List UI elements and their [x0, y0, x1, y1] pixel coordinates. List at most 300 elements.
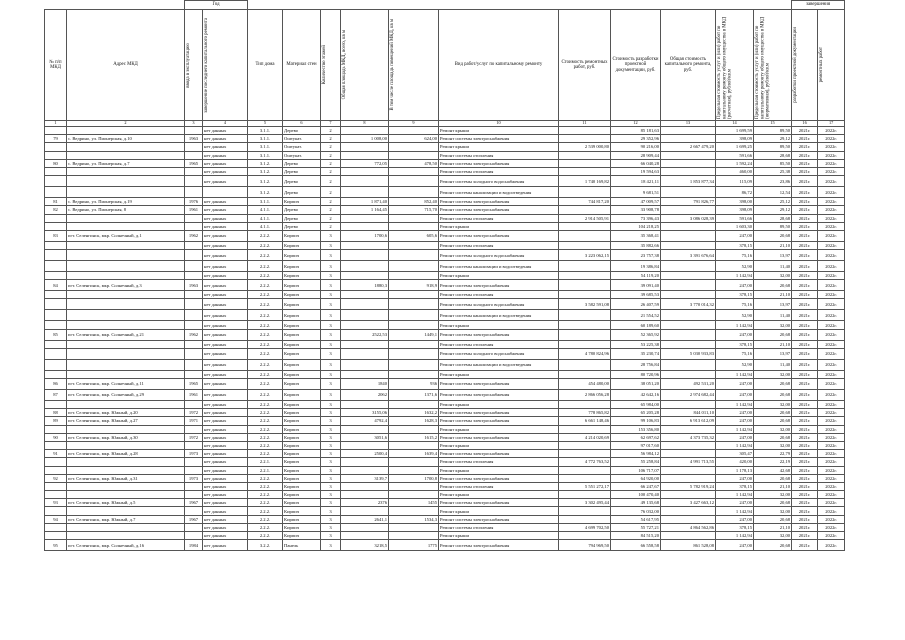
column-header: Предельная стоимость услуг и (или) работ по капитальному ремонту общего имущества в МКД (нормативная), рублей/кв.м	[754, 10, 792, 121]
table-cell	[185, 458, 203, 466]
table-cell: Ремонт системы канализации и водоотведения	[439, 359, 559, 370]
table-cell: 3155,06	[341, 409, 389, 417]
table-cell: 3	[321, 230, 341, 241]
column-number: 5	[248, 121, 283, 127]
table-cell	[67, 214, 185, 222]
table-cell: 4.1.1.	[248, 222, 283, 230]
table-cell: 3	[321, 340, 341, 348]
table-cell: 2021г.	[792, 417, 818, 425]
table-cell: 4 699 702,50	[559, 523, 611, 531]
table-cell: 1961	[185, 206, 203, 214]
table-cell: 3	[321, 515, 341, 523]
table-cell: 2.2.2.	[248, 261, 283, 272]
table-cell: 2022г.	[818, 474, 845, 482]
table-cell: 20,68	[754, 379, 792, 390]
column-number: 11	[559, 121, 611, 127]
table-cell	[185, 425, 203, 433]
table-cell: 2021г.	[792, 198, 818, 206]
column-number: 12	[611, 121, 661, 127]
table-cell	[45, 340, 67, 348]
table-cell: 2022г.	[818, 417, 845, 425]
table-cell: нет данных	[203, 491, 248, 499]
table-cell: 83	[45, 230, 67, 241]
table-cell: Ремонт крыши	[439, 222, 559, 230]
table-cell: 3	[321, 491, 341, 499]
table-cell	[389, 261, 439, 272]
table-cell	[341, 458, 389, 466]
table-cell: Ремонт крыши	[439, 491, 559, 499]
table-cell: с. Ведрино, ул. Пионерская, 8	[67, 206, 185, 214]
table-cell: 2021г.	[792, 222, 818, 230]
table-cell: 26 407,59	[611, 299, 661, 310]
table-cell: 82	[45, 206, 67, 214]
table-cell: 3	[321, 507, 341, 515]
table-cell: 247,00	[716, 379, 754, 390]
table-cell: 1 142,94	[716, 532, 754, 540]
table-cell: 5 030 933,83	[661, 348, 716, 359]
table-cell: 1 740 169,82	[559, 176, 611, 187]
table-cell: Кирпич	[283, 491, 321, 499]
table-cell: 3	[321, 441, 341, 449]
table-cell: Ремонт системы электроснабжения	[439, 135, 559, 143]
table-cell: 4 864 562,86	[661, 523, 716, 531]
table-cell	[661, 441, 716, 449]
table-cell: 3	[321, 291, 341, 299]
table-cell: нет данных	[203, 206, 248, 214]
table-cell: Ремонт крыши	[439, 532, 559, 540]
table-cell	[559, 280, 611, 291]
table-cell: 605,6	[389, 230, 439, 241]
table-cell	[661, 127, 716, 135]
table-cell: Кирпич	[283, 321, 321, 329]
table-cell: 1639,4	[389, 450, 439, 458]
table-cell: Ремонт системы электроснабжения	[439, 390, 559, 401]
table-cell: Кирпич	[283, 409, 321, 417]
table-cell: 2021г.	[792, 329, 818, 340]
table-cell: 2021г.	[792, 466, 818, 474]
table-row	[45, 176, 845, 187]
table-cell: 84	[45, 280, 67, 291]
table-cell: 247,00	[716, 409, 754, 417]
table-cell: 1 164,45	[341, 206, 389, 214]
table-cell	[67, 466, 185, 474]
table-cell	[341, 401, 389, 409]
table-cell: 1700,8	[389, 474, 439, 482]
table-cell: 3 391 676,64	[661, 250, 716, 261]
table-cell: Кирпич	[283, 425, 321, 433]
table-cell: нет данных	[203, 425, 248, 433]
table-cell: 3.1.2.	[248, 167, 283, 175]
table-row	[45, 291, 845, 299]
table-cell	[559, 310, 611, 321]
column-header: В том числе площадь помещений МКД, кв м	[389, 10, 439, 121]
table-cell: 64 920,00	[611, 474, 661, 482]
table-cell: 91	[45, 450, 67, 458]
table-cell: Кирпич	[283, 441, 321, 449]
table-row	[45, 370, 845, 378]
table-cell: 492 531,20	[661, 379, 716, 390]
table-cell	[67, 167, 185, 175]
table-cell: 65 984,00	[611, 401, 661, 409]
table-cell: Оштукат.	[283, 135, 321, 143]
table-cell: 2.2.2.	[248, 329, 283, 340]
table-cell: 2022г.	[818, 499, 845, 507]
table-cell: 2	[321, 143, 341, 151]
table-cell: 20,68	[754, 515, 792, 523]
table-cell: 21,10	[754, 241, 792, 249]
table-cell: Ремонт системы электроснабжения	[439, 409, 559, 417]
table-cell: Ремонт системы электроснабжения	[439, 433, 559, 441]
register-sheet	[44, 0, 844, 551]
table-cell: пгт. Селенгинск, мкр. Солнечный, д.29	[67, 390, 185, 401]
table-cell: 936	[389, 379, 439, 390]
table-cell: 55 258,84	[611, 458, 661, 466]
table-cell: 791 826,77	[661, 198, 716, 206]
table-cell	[45, 348, 67, 359]
table-cell: 1984	[185, 540, 203, 551]
table-cell	[341, 523, 389, 531]
table-cell: Кирпич	[283, 348, 321, 359]
table-cell: 89	[45, 417, 67, 425]
table-cell: Ремонт системы отопления	[439, 241, 559, 249]
table-cell: 398,09	[716, 206, 754, 214]
table-cell: 2021г.	[792, 272, 818, 280]
table-cell	[185, 272, 203, 280]
table-cell: 305,47	[716, 450, 754, 458]
table-cell: 3.1.1.	[248, 127, 283, 135]
column-number: 10	[439, 121, 559, 127]
table-cell: 4 373 735,32	[661, 433, 716, 441]
table-cell: 104 218,25	[611, 222, 661, 230]
table-cell	[67, 441, 185, 449]
table-cell: 378,15	[716, 241, 754, 249]
table-cell: пгт. Селенгинск, мкр. Солнечный, д.16	[67, 540, 185, 551]
table-cell: Ремонт системы электроснабжения	[439, 450, 559, 458]
table-cell: нет данных	[203, 198, 248, 206]
table-cell: 1632,2	[389, 409, 439, 417]
table-cell: 3.1.2.	[248, 176, 283, 187]
table-cell	[559, 261, 611, 272]
table-cell: Ремонт крыши	[439, 321, 559, 329]
table-cell	[185, 241, 203, 249]
table-cell: 2 974 682,44	[661, 390, 716, 401]
table-cell: 3	[321, 321, 341, 329]
table-cell: 90 216,00	[611, 143, 661, 151]
table-cell: 3	[321, 379, 341, 390]
table-cell: 1961	[185, 390, 203, 401]
table-cell	[559, 127, 611, 135]
table-cell: нет данных	[203, 321, 248, 329]
table-cell: 2022г.	[818, 359, 845, 370]
table-cell	[389, 143, 439, 151]
column-header-row	[45, 10, 845, 121]
table-cell: 2021г.	[792, 433, 818, 441]
table-cell	[67, 491, 185, 499]
table-cell	[67, 127, 185, 135]
table-cell: 1 142,94	[716, 272, 754, 280]
table-cell	[389, 340, 439, 348]
table-cell: 1965	[185, 379, 203, 390]
table-cell: с. Ведрино, ул. Пионерская, д.19	[67, 198, 185, 206]
table-cell: нет данных	[203, 409, 248, 417]
table-cell	[185, 187, 203, 198]
table-cell	[661, 515, 716, 523]
table-cell: 21,10	[754, 291, 792, 299]
table-cell: 28,68	[754, 151, 792, 159]
table-cell	[185, 491, 203, 499]
table-cell: 3	[321, 540, 341, 551]
table-cell: нет данных	[203, 348, 248, 359]
year-group-header: Год	[185, 1, 248, 10]
table-cell: 3	[321, 532, 341, 540]
table-cell: пгт. Селенгинск, мкр. Южный, д.27	[67, 417, 185, 425]
table-cell	[661, 425, 716, 433]
table-cell	[67, 340, 185, 348]
table-cell	[389, 370, 439, 378]
table-cell: 247,00	[716, 433, 754, 441]
table-cell	[389, 482, 439, 490]
table-cell: нет данных	[203, 450, 248, 458]
table-row	[45, 379, 845, 390]
table-cell	[661, 310, 716, 321]
table-cell: 1 592,24	[716, 159, 754, 167]
table-cell: 794 969,50	[559, 540, 611, 551]
table-cell	[341, 291, 389, 299]
table-cell: 3	[321, 241, 341, 249]
table-cell: 3	[321, 474, 341, 482]
table-cell: 2021г.	[792, 214, 818, 222]
table-cell: 12,54	[754, 187, 792, 198]
table-cell: 378,15	[716, 291, 754, 299]
table-cell	[67, 222, 185, 230]
table-cell: 49 135,68	[611, 499, 661, 507]
table-cell	[661, 222, 716, 230]
table-cell: нет данных	[203, 159, 248, 167]
table-cell: 2	[321, 151, 341, 159]
table-cell: нет данных	[203, 261, 248, 272]
table-cell: 3	[321, 417, 341, 425]
table-cell: 1 142,94	[716, 425, 754, 433]
table-row	[45, 222, 845, 230]
table-cell	[45, 214, 67, 222]
table-cell: пгт. Селенгинск, мкр. Солнечный, д.3	[67, 280, 185, 291]
table-cell	[559, 359, 611, 370]
table-cell: Ремонт крыши	[439, 441, 559, 449]
table-cell: 33 908,78	[611, 206, 661, 214]
table-cell: нет данных	[203, 176, 248, 187]
table-cell: 20,68	[754, 499, 792, 507]
table-cell: 22,19	[754, 458, 792, 466]
column-number: 8	[341, 121, 389, 127]
group-header-row	[45, 1, 845, 10]
table-cell: 1700,6	[341, 230, 389, 241]
table-cell	[67, 401, 185, 409]
table-cell: Кирпич	[283, 230, 321, 241]
table-cell: 1 142,94	[716, 491, 754, 499]
table-cell	[45, 261, 67, 272]
table-cell: 53 225,38	[611, 340, 661, 348]
table-cell	[389, 222, 439, 230]
column-number: 1	[45, 121, 67, 127]
table-cell: 86,72	[716, 187, 754, 198]
table-cell: нет данных	[203, 272, 248, 280]
table-cell: 398,00	[716, 198, 754, 206]
table-cell	[661, 261, 716, 272]
table-cell: 2	[321, 206, 341, 214]
table-cell	[559, 370, 611, 378]
table-cell: 2.2.2.	[248, 250, 283, 261]
table-cell	[559, 532, 611, 540]
table-cell: 75,16	[716, 299, 754, 310]
table-cell: 4792,4	[341, 417, 389, 425]
table-cell: 2022г.	[818, 458, 845, 466]
table-cell	[45, 127, 67, 135]
table-cell: 2021г.	[792, 348, 818, 359]
table-row	[45, 466, 845, 474]
table-cell: 76 032,00	[611, 507, 661, 515]
table-cell: 2022г.	[818, 206, 845, 214]
table-cell	[185, 532, 203, 540]
table-cell: 1 142,94	[716, 370, 754, 378]
table-cell	[185, 441, 203, 449]
table-cell	[67, 310, 185, 321]
table-cell: 2022г.	[818, 176, 845, 187]
table-cell: 23 757,38	[611, 250, 661, 261]
table-cell: 25,12	[754, 198, 792, 206]
table-cell: Ремонт системы холодного водоснабжения	[439, 299, 559, 310]
table-cell: нет данных	[203, 370, 248, 378]
table-cell: Ремонт крыши	[439, 466, 559, 474]
table-cell: 11,40	[754, 359, 792, 370]
table-cell: 478,50	[389, 159, 439, 167]
table-cell: 2.2.2.	[248, 441, 283, 449]
table-cell: 2022г.	[818, 523, 845, 531]
table-cell: Ремонт системы канализации и водоотведения	[439, 261, 559, 272]
table-cell	[341, 261, 389, 272]
table-cell	[341, 466, 389, 474]
table-cell: Ремонт системы электроснабжения	[439, 474, 559, 482]
table-row	[45, 409, 845, 417]
table-cell: 2.2.2.	[248, 340, 283, 348]
table-cell: 4 780 824,96	[559, 348, 611, 359]
table-cell: 1967	[185, 515, 203, 523]
table-cell: Кирпич	[283, 532, 321, 540]
table-cell: 2022г.	[818, 241, 845, 249]
table-cell: 2022г.	[818, 250, 845, 261]
table-cell: 1963	[185, 135, 203, 143]
table-cell: Кирпич	[283, 390, 321, 401]
table-cell: 20,68	[754, 417, 792, 425]
table-cell: 23,86	[754, 176, 792, 187]
table-cell: 2.2.1.	[248, 466, 283, 474]
table-cell: 1962	[185, 329, 203, 340]
table-cell: 3 582 591,08	[559, 299, 611, 310]
table-row	[45, 417, 845, 425]
table-cell: 2021г.	[792, 206, 818, 214]
table-cell: 744 817,20	[559, 198, 611, 206]
table-cell: 2021г.	[792, 450, 818, 458]
table-cell: нет данных	[203, 507, 248, 515]
table-cell: 2.2.2.	[248, 491, 283, 499]
table-cell: 89,50	[754, 143, 792, 151]
table-cell	[45, 167, 67, 175]
table-cell: нет данных	[203, 466, 248, 474]
table-cell: 3	[321, 450, 341, 458]
table-cell: 3	[321, 280, 341, 291]
table-cell: Оштукат.	[283, 151, 321, 159]
table-cell	[185, 401, 203, 409]
table-cell: 75,16	[716, 348, 754, 359]
table-cell: Ремонт системы электроснабжения	[439, 499, 559, 507]
table-cell: 2021г.	[792, 523, 818, 531]
table-cell: 32,00	[754, 441, 792, 449]
table-cell	[389, 167, 439, 175]
table-cell: 62 697,62	[611, 433, 661, 441]
table-cell: нет данных	[203, 515, 248, 523]
table-cell	[389, 507, 439, 515]
table-cell: 3	[321, 458, 341, 466]
table-cell: 2021г.	[792, 280, 818, 291]
table-cell	[341, 143, 389, 151]
table-cell	[389, 321, 439, 329]
table-cell: 29 352,96	[611, 135, 661, 143]
table-cell: 88	[45, 409, 67, 417]
table-row	[45, 340, 845, 348]
table-cell: 1967	[185, 499, 203, 507]
table-cell: Ремонт системы электроснабжения	[439, 515, 559, 523]
table-cell	[67, 370, 185, 378]
table-cell	[341, 340, 389, 348]
table-cell	[67, 291, 185, 299]
table-cell: 247,00	[716, 540, 754, 551]
table-cell: Кирпич	[283, 417, 321, 425]
table-row	[45, 401, 845, 409]
table-cell: 90	[45, 433, 67, 441]
table-cell	[45, 310, 67, 321]
table-cell: нет данных	[203, 230, 248, 241]
table-cell: 1962	[185, 230, 203, 241]
table-cell: 3 086 028,39	[661, 214, 716, 222]
table-cell: 2376	[341, 499, 389, 507]
table-cell: пгт. Селенгинск, мкр. Южный, д.30	[67, 433, 185, 441]
table-cell: нет данных	[203, 523, 248, 531]
table-cell: 52,90	[716, 261, 754, 272]
table-cell: 20,68	[754, 540, 792, 551]
table-cell: 1615,2	[389, 433, 439, 441]
table-cell: 1 178,13	[716, 466, 754, 474]
column-header: № п/п МКД	[45, 10, 67, 121]
table-cell: 85	[45, 329, 67, 340]
table-cell: 19 594,63	[611, 167, 661, 175]
table-row	[45, 230, 845, 241]
table-cell: Кирпич	[283, 433, 321, 441]
table-cell	[389, 401, 439, 409]
table-cell: пгт. Селенгинск, мкр. Южный, д.31	[67, 474, 185, 482]
table-cell: 2 539 000,80	[559, 143, 611, 151]
table-cell: Кирпич	[283, 370, 321, 378]
table-cell	[341, 176, 389, 187]
table-cell: нет данных	[203, 499, 248, 507]
table-cell: Кирпич	[283, 379, 321, 390]
table-cell: 21 554,52	[611, 310, 661, 321]
table-cell: 247,00	[716, 474, 754, 482]
table-cell: Кирпич	[283, 507, 321, 515]
table-cell: Кирпич	[283, 241, 321, 249]
table-cell: 1455	[389, 499, 439, 507]
table-cell: нет данных	[203, 250, 248, 261]
table-cell	[341, 310, 389, 321]
table-cell: 2.2.2.	[248, 482, 283, 490]
